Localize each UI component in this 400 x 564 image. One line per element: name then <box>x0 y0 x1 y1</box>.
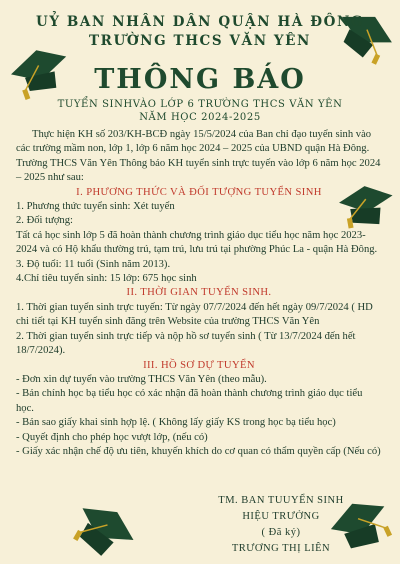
section1-item2-text: Tất cả học sinh lớp 5 đã hoàn thành chương trình giáo dục tiểu học năm học 2023-2024 và có Hộ khẩu thường trú, tạm trú, lưu trú tại phường Phúc La - quận Hà Đông. <box>16 229 378 256</box>
header-school: TRƯỜNG THCS VĂN YÊN <box>88 33 312 49</box>
section1-heading: I. PHƯƠNG THỨC VÀ ĐỐI TƯỢNG TUYỂN SINH <box>76 186 322 198</box>
signature-line3: ( Đã ký) <box>261 527 301 538</box>
section2-item2: 2. Thời gian tuyển sinh trực tiếp và nộp hồ sơ tuyển sinh ( Từ 13/7/2024 đến hết 18/7/2024). <box>16 330 356 357</box>
section3-item: - Giấy xác nhận chế độ ưu tiên, khuyến khích do cơ quan có thẩm quyền cấp (Nếu có) <box>16 445 381 457</box>
page-title: THÔNG BÁO <box>94 64 306 95</box>
section3-item: - Đơn xin dự tuyển vào trường THCS Văn Yên (theo mẫu). <box>16 373 267 385</box>
section2-heading: II. THỜI GIAN TUYỂN SINH. <box>126 287 272 299</box>
section1-item2: 2. Đối tượng: <box>16 215 73 227</box>
intro-paragraph: Thực hiện KH số 203/KH-BCĐ ngày 15/5/2024 của Ban chỉ đạo tuyển sinh vào các trường mầm non, lớp 1, lớp 6 năm học 2024 – 2025 của UBND quận Hà Đông. Trường THCS Văn Yên Thông báo KH tuyển sinh trực tuyến vào lớp 6 năm học 2024 – 2025 như sau: <box>16 129 381 184</box>
section1-item1: 1. Phương thức tuyển sinh: Xét tuyển <box>16 201 175 213</box>
section1-item4: 4.Chỉ tiêu tuyển sinh: 15 lớp: 675 học sinh <box>16 273 197 285</box>
section3-item: - Bản sao giấy khai sinh hợp lệ. ( Không lấy giấy KS trong học bạ tiểu học) <box>16 417 336 429</box>
section2-item1: 1. Thời gian tuyển sinh trực tuyến: Từ ngày 07/7/2024 đến hết ngày 09/7/2024 ( HD chi tiết tại KH tuyển sinh đăng trên Website của trường THCS Văn Yên <box>16 301 373 328</box>
section1-item3: 3. Độ tuổi: 11 tuổi (Sinh năm 2013). <box>16 258 171 270</box>
notice-body <box>16 128 382 459</box>
section3-heading: III. HỒ SƠ DỰ TUYỂN <box>143 359 255 371</box>
subtitle-line1: TUYỂN SINHVÀO LỚP 6 TRƯỜNG THCS VĂN YÊN <box>57 99 343 110</box>
graduation-cap-icon <box>68 498 140 564</box>
header-committee: UỶ BAN NHÂN DÂN QUẬN HÀ ĐÔNG <box>35 14 365 30</box>
section3-item: - Bản chính học bạ tiểu học có xác nhận đã hoàn thành chương trình giáo dục tiểu học. <box>16 388 363 414</box>
signature-line1: TM. BAN TUUYỂN SINH <box>218 495 344 506</box>
subtitle-line2: NĂM HỌC 2024-2025 <box>139 112 261 123</box>
signature-line2: HIỆU TRƯỞNG <box>242 511 320 522</box>
section3-item: - Quyết định cho phép học vượt lớp, (nếu có) <box>16 431 208 443</box>
signature-name: TRƯƠNG THỊ LIÊN <box>231 543 331 554</box>
